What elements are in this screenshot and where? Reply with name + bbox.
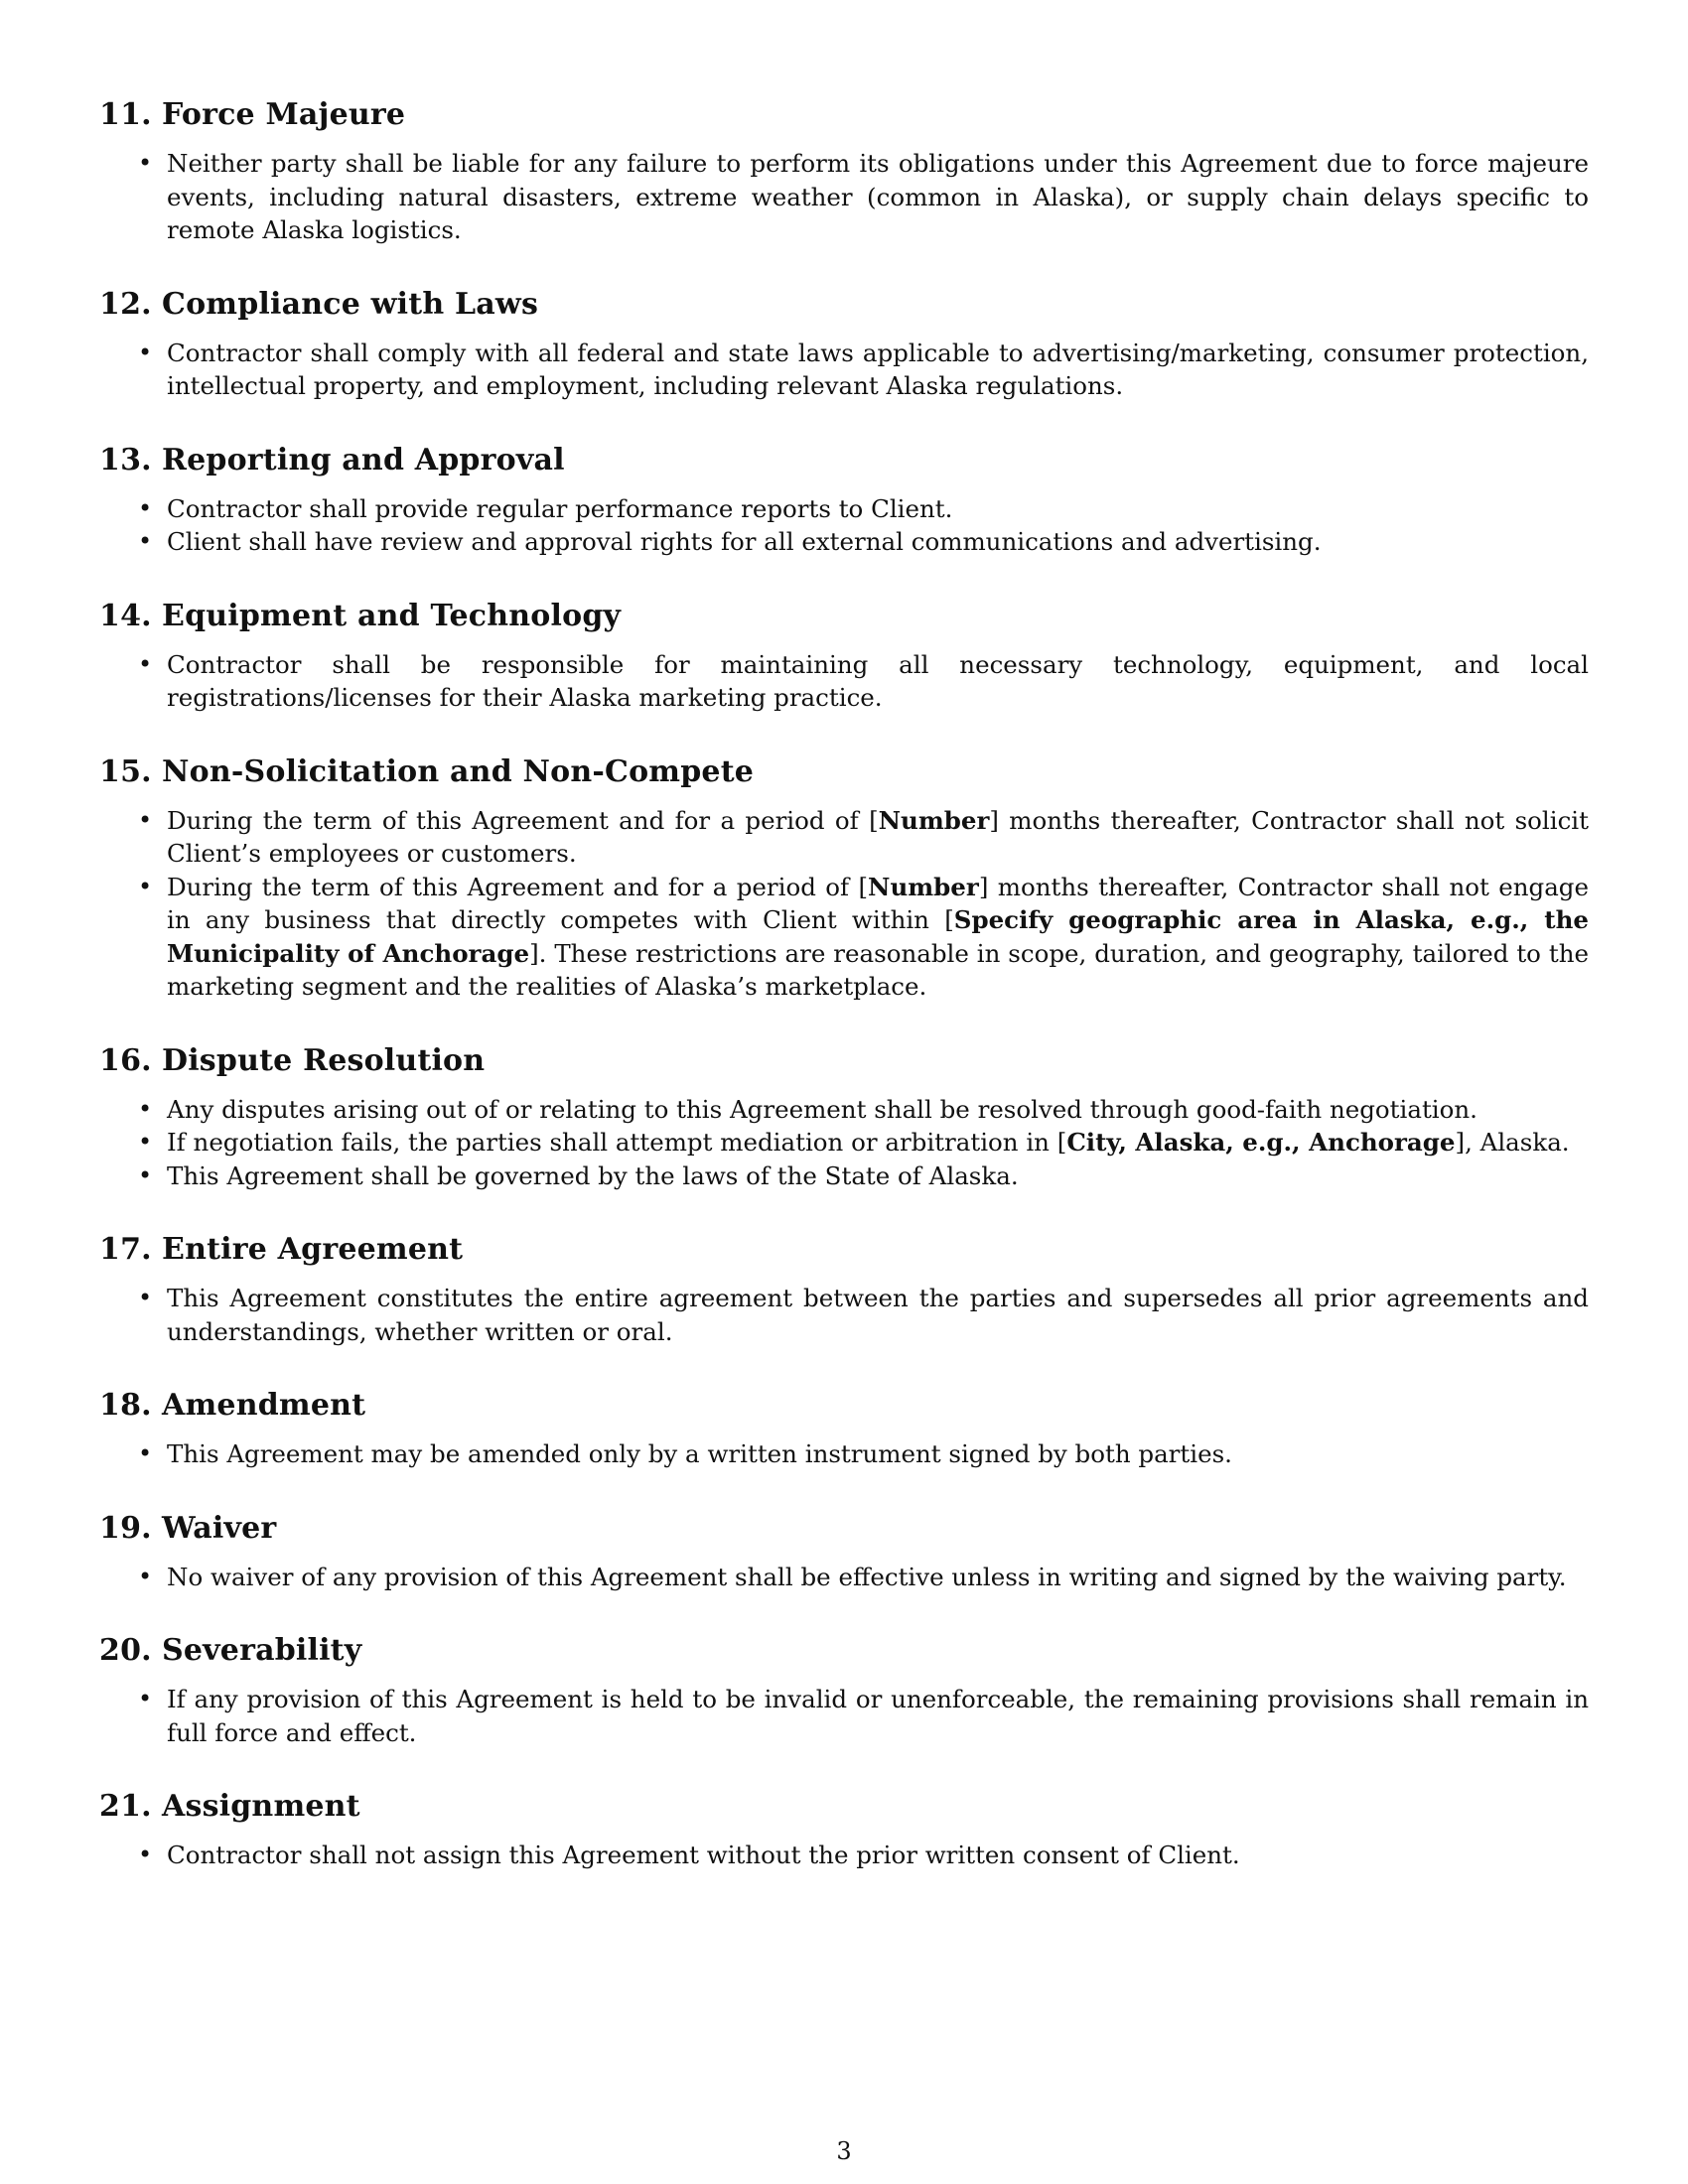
- placeholder-text: Specify geographic area in Alaska, e.g., the Municipality of Anchorage: [167, 905, 1589, 968]
- list-item: [99, 147, 1589, 247]
- section-number: 20.: [99, 1633, 152, 1668]
- section-title: Compliance with Laws: [162, 286, 539, 322]
- bullet-list: [99, 1683, 1589, 1749]
- clause-text: ] months thereafter, Contractor shall not solicit Client’s employees or customers.: [167, 805, 1589, 868]
- section-heading: [99, 752, 1589, 792]
- section: [99, 1509, 1589, 1594]
- section-number: 16.: [99, 1042, 152, 1078]
- clause-text: No waiver of any provision of this Agreement shall be effective unless in writing and signed by the waiving party.: [167, 1562, 1567, 1591]
- clause-text: This Agreement constitutes the entire agreement between the parties and supersedes all prior agreements and understandings, whether written or oral.: [167, 1284, 1589, 1346]
- list-item: [99, 492, 1589, 526]
- section-heading: [99, 1230, 1589, 1270]
- placeholder-text: Number: [868, 872, 979, 901]
- list-item: [99, 1282, 1589, 1348]
- clause-text: Client shall have review and approval rights for all external communications and advertising.: [167, 527, 1322, 556]
- section-title: Dispute Resolution: [162, 1042, 486, 1078]
- clause-text: During the term of this Agreement and for a period of [: [167, 872, 869, 901]
- section-heading: [99, 285, 1589, 325]
- section-number: 13.: [99, 442, 152, 478]
- section-title: Amendment: [162, 1388, 366, 1423]
- section-title: Non-Solicitation and Non-Compete: [162, 753, 755, 789]
- section-heading: [99, 597, 1589, 636]
- list-item: [99, 871, 1589, 1004]
- bullet-list: [99, 1282, 1589, 1348]
- bullet-list: [99, 1561, 1589, 1594]
- section-heading: [99, 1787, 1589, 1827]
- clause-text: During the term of this Agreement and for a period of [: [167, 805, 879, 835]
- list-item: [99, 804, 1589, 871]
- list-item: [99, 1160, 1589, 1193]
- clause-text: Contractor shall be responsible for maintaining all necessary technology, equipment, and local registrations/licenses for their Alaska marketing practice.: [167, 649, 1589, 712]
- section: [99, 285, 1589, 403]
- clause-text: Neither party shall be liable for any failure to perform its obligations under this Agreement due to force majeure events, including natural disasters, extreme weather (common in Alaska), or supply chain delays specific to remote Alaska logistics.: [167, 149, 1589, 244]
- list-item: [99, 1093, 1589, 1127]
- clause-text: Contractor shall comply with all federal and state laws applicable to advertising/marketing, consumer protection, intellectual property, and employment, including relevant Alaska regulations.: [167, 338, 1589, 400]
- list-item: [99, 1437, 1589, 1471]
- clause-text: Any disputes arising out of or relating to this Agreement shall be resolved through good-faith negotiation.: [167, 1094, 1477, 1124]
- list-item: [99, 1561, 1589, 1594]
- section-title: Assignment: [162, 1789, 360, 1824]
- section-number: 14.: [99, 598, 152, 633]
- section-title: Equipment and Technology: [162, 598, 622, 633]
- section-heading: [99, 95, 1589, 135]
- section: [99, 1787, 1589, 1872]
- section-number: 17.: [99, 1232, 152, 1267]
- section: [99, 441, 1589, 559]
- section: [99, 752, 1589, 1004]
- section-number: 12.: [99, 286, 152, 322]
- list-item: [99, 1126, 1589, 1160]
- list-item: [99, 1839, 1589, 1872]
- bullet-list: [99, 147, 1589, 247]
- section-heading: [99, 1386, 1589, 1426]
- section-title: Severability: [162, 1633, 362, 1668]
- document-body: [99, 95, 1589, 1910]
- section: [99, 1631, 1589, 1749]
- bullet-list: [99, 804, 1589, 1004]
- section: [99, 95, 1589, 247]
- bullet-list: [99, 1839, 1589, 1872]
- section-heading: [99, 1631, 1589, 1671]
- clause-text: Contractor shall provide regular performance reports to Client.: [167, 493, 953, 523]
- section-title: Waiver: [162, 1510, 277, 1546]
- page-number: 3: [836, 2137, 852, 2165]
- clause-text: If negotiation fails, the parties shall attempt mediation or arbitration in [: [167, 1128, 1067, 1157]
- section-number: 15.: [99, 753, 152, 789]
- section-title: Reporting and Approval: [162, 442, 565, 478]
- clause-text: If any provision of this Agreement is held to be invalid or unenforceable, the remaining provisions shall remain in full force and effect.: [167, 1685, 1589, 1747]
- bullet-list: [99, 492, 1589, 559]
- section-number: 11.: [99, 97, 152, 132]
- list-item: [99, 337, 1589, 403]
- bullet-list: [99, 1437, 1589, 1471]
- section-number: 18.: [99, 1388, 152, 1423]
- section-heading: [99, 1509, 1589, 1549]
- bullet-list: [99, 1093, 1589, 1193]
- clause-text: Contractor shall not assign this Agreement without the prior written consent of Client.: [167, 1841, 1240, 1869]
- section-heading: [99, 441, 1589, 480]
- clause-text: This Agreement shall be governed by the laws of the State of Alaska.: [167, 1160, 1019, 1190]
- section: [99, 1041, 1589, 1193]
- section: [99, 1230, 1589, 1348]
- placeholder-text: Number: [878, 805, 990, 835]
- section: [99, 597, 1589, 715]
- clause-text: ]. These restrictions are reasonable in scope, duration, and geography, tailored to the marketing segment and the realities of Alaska’s marketplace.: [167, 938, 1589, 1001]
- bullet-list: [99, 648, 1589, 715]
- section-heading: [99, 1041, 1589, 1081]
- clause-text: ] months thereafter, Contractor shall not engage in any business that directly competes with Client within [: [167, 872, 1589, 934]
- section-title: Entire Agreement: [162, 1232, 464, 1267]
- section-number: 19.: [99, 1510, 152, 1546]
- clause-text: This Agreement may be amended only by a written instrument signed by both parties.: [167, 1439, 1232, 1468]
- clause-text: ], Alaska.: [1455, 1128, 1570, 1157]
- list-item: [99, 648, 1589, 715]
- section-title: Force Majeure: [162, 97, 406, 132]
- list-item: [99, 525, 1589, 559]
- list-item: [99, 1683, 1589, 1749]
- section-number: 21.: [99, 1789, 152, 1824]
- section: [99, 1386, 1589, 1471]
- placeholder-text: City, Alaska, e.g., Anchorage: [1066, 1128, 1456, 1157]
- bullet-list: [99, 337, 1589, 403]
